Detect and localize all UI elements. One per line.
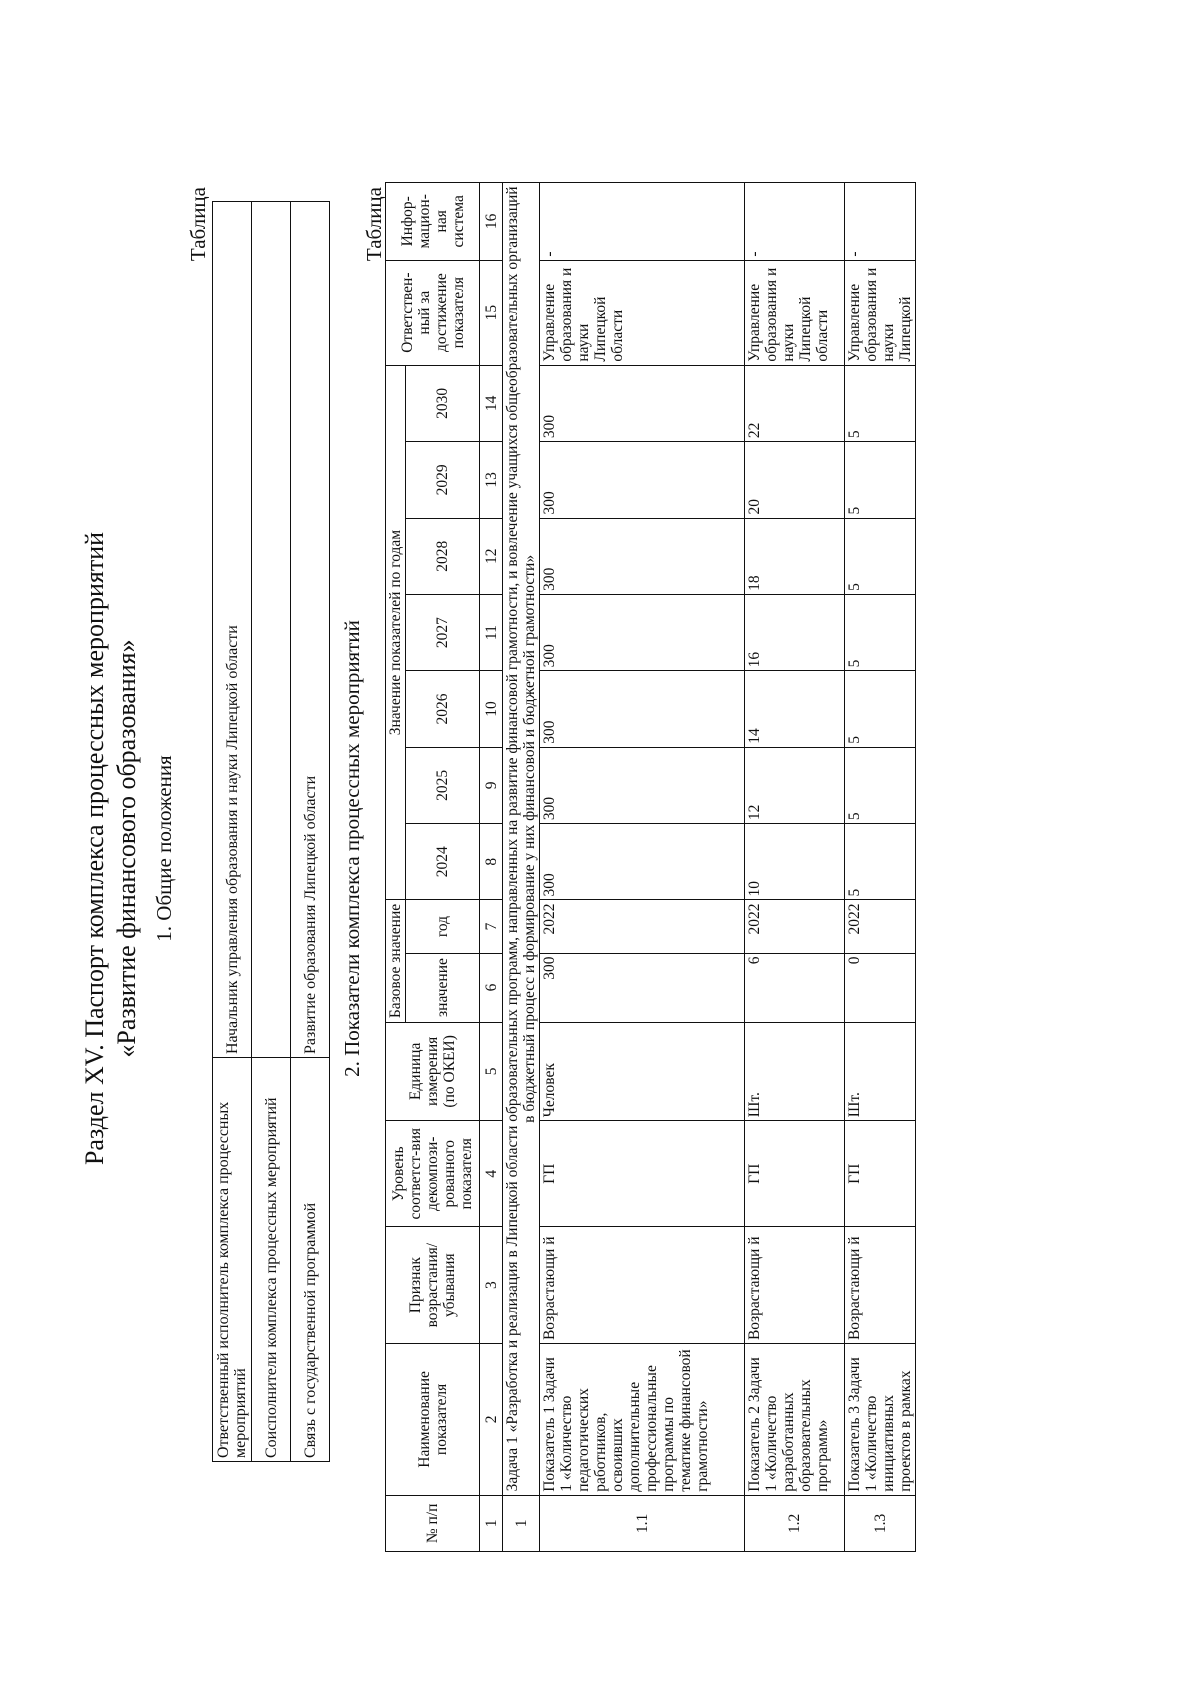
year-value: 300: [540, 594, 745, 670]
indicators-table: [385, 182, 916, 1552]
base-year: 2022: [540, 900, 745, 953]
table-row: [845, 183, 916, 1552]
table-row: [745, 183, 845, 1552]
col-number: 16: [480, 183, 503, 261]
base-year: 2022: [745, 900, 845, 953]
indicator-sign: Возрастающи й: [845, 1227, 916, 1344]
row-label: Ответственный исполнитель комплекса процессных мероприятий: [213, 1058, 252, 1462]
indicator-name: Показатель 2 Задачи 1 «Количество разработанных образовательных программ»: [745, 1344, 845, 1496]
col-number: 9: [480, 747, 503, 823]
section2-heading: 2. Показатели комплекса процессных мероприятий: [340, 620, 364, 1077]
year-value: 5: [845, 442, 916, 518]
header-level: Уровень соответст-вия декомпози-рованного показателя: [386, 1121, 480, 1227]
year-value: 5: [845, 594, 916, 670]
year-value: 5: [845, 518, 916, 594]
header-year: 2030: [406, 365, 480, 441]
col-number: 6: [480, 953, 503, 1022]
info-system: -: [540, 183, 745, 261]
row-value: Начальник управления образования и науки Липецкой области: [213, 202, 252, 1058]
col-number: 11: [480, 594, 503, 670]
row-num: 1.1: [540, 1495, 745, 1551]
table-row: [213, 202, 252, 1462]
responsible: Управление образования и науки Липецкой области: [540, 260, 745, 365]
header-base-value: значение: [406, 953, 480, 1022]
col-number: 8: [480, 824, 503, 900]
base-value: 6: [745, 953, 845, 1022]
header-responsible: Ответствен-ный за достижение показателя: [386, 260, 480, 365]
year-value: 12: [745, 747, 845, 823]
header-sign: Признак возрастания/ убывания: [386, 1227, 480, 1344]
header-year: 2029: [406, 442, 480, 518]
info-system: -: [845, 183, 916, 261]
header-name: Наименование показателя: [386, 1344, 480, 1496]
page-subtitle: «Развитие финансового образования»: [112, 639, 141, 1058]
section2-table-caption: Таблица: [362, 187, 386, 262]
year-value: 300: [540, 442, 745, 518]
header-row: [386, 183, 406, 1552]
table-row: [540, 183, 745, 1552]
year-value: 5: [845, 824, 916, 900]
row-num: 1.3: [845, 1495, 916, 1551]
indicator-level: ГП: [540, 1121, 745, 1227]
col-number: 15: [480, 260, 503, 365]
year-value: 5: [845, 671, 916, 747]
year-value: 300: [540, 747, 745, 823]
col-number: 13: [480, 442, 503, 518]
indicator-unit: Шт.: [745, 1022, 845, 1121]
indicator-name: Показатель 1 Задачи 1 «Количество педагогических работников, освоивших дополнительные профессиональные программы по тематике финансовой грамотности»: [540, 1344, 745, 1496]
header-base: Базовое значение: [386, 900, 406, 1022]
col-number: 7: [480, 900, 503, 953]
indicator-unit: Шт.: [845, 1022, 916, 1121]
base-value: 300: [540, 953, 745, 1022]
header-years-group: Значение показателей по годам: [386, 365, 406, 900]
year-value: 300: [540, 824, 745, 900]
table-row: [291, 202, 330, 1462]
col-number: 1: [480, 1495, 503, 1551]
row-label: Соисполнители комплекса процессных мероприятий: [252, 1058, 291, 1462]
base-year: 2022: [845, 900, 916, 953]
year-value: 14: [745, 671, 845, 747]
column-numbers-row: [480, 183, 503, 1552]
year-value: 300: [540, 671, 745, 747]
col-number: 2: [480, 1344, 503, 1496]
header-year: 2028: [406, 518, 480, 594]
general-provisions-table: [212, 201, 330, 1462]
row-value: Развитие образования Липецкой области: [291, 202, 330, 1058]
row-label: Связь с государственной программой: [291, 1058, 330, 1462]
row-num: 1.2: [745, 1495, 845, 1551]
task-row: [503, 183, 540, 1552]
base-value: 0: [845, 953, 916, 1022]
col-number: 14: [480, 365, 503, 441]
year-value: 5: [845, 747, 916, 823]
year-value: 16: [745, 594, 845, 670]
year-value: 18: [745, 518, 845, 594]
header-unit: Единица измерения (по ОКЕИ): [386, 1022, 480, 1121]
header-info-system: Инфор-мацион-ная система: [386, 183, 480, 261]
task-text: Задача 1 «Разработка и реализация в Липецкой области образовательных программ, направленных на развитие финансовой грамотности, и вовлечение учащихся общеобразовательных организаций в бюджетный процесс и формирование у них финансовой и бюджетной грамотности»: [503, 183, 540, 1496]
col-number: 3: [480, 1227, 503, 1344]
indicator-unit: Человек: [540, 1022, 745, 1121]
indicator-sign: Возрастающи й: [540, 1227, 745, 1344]
year-value: 300: [540, 365, 745, 441]
indicator-sign: Возрастающи й: [745, 1227, 845, 1344]
row-value: [252, 202, 291, 1058]
col-number: 12: [480, 518, 503, 594]
col-number: 4: [480, 1121, 503, 1227]
indicator-level: ГП: [845, 1121, 916, 1227]
page-title: Раздел XV. Паспорт комплекса процессных мероприятий: [80, 531, 109, 1166]
year-value: 20: [745, 442, 845, 518]
indicator-name: Показатель 3 Задачи 1 «Количество инициативных проектов в рамках: [845, 1344, 916, 1496]
header-year: 2024: [406, 824, 480, 900]
table-row: [252, 202, 291, 1462]
header-base-year: год: [406, 900, 480, 953]
info-system: -: [745, 183, 845, 261]
section1-table-caption: Таблица: [186, 187, 210, 262]
year-value: 300: [540, 518, 745, 594]
col-number: 5: [480, 1022, 503, 1121]
responsible: Управление образования и науки Липецкой: [845, 260, 916, 365]
header-year: 2027: [406, 594, 480, 670]
section1-heading: 1. Общие положения: [152, 755, 176, 942]
col-number: 10: [480, 671, 503, 747]
header-year: 2025: [406, 747, 480, 823]
year-value: 22: [745, 365, 845, 441]
header-num: № п/п: [386, 1495, 480, 1551]
responsible: Управление образования и науки Липецкой области: [745, 260, 845, 365]
year-value: 10: [745, 824, 845, 900]
year-value: 5: [845, 365, 916, 441]
header-year: 2026: [406, 671, 480, 747]
indicator-level: ГП: [745, 1121, 845, 1227]
task-num: 1: [503, 1495, 540, 1551]
